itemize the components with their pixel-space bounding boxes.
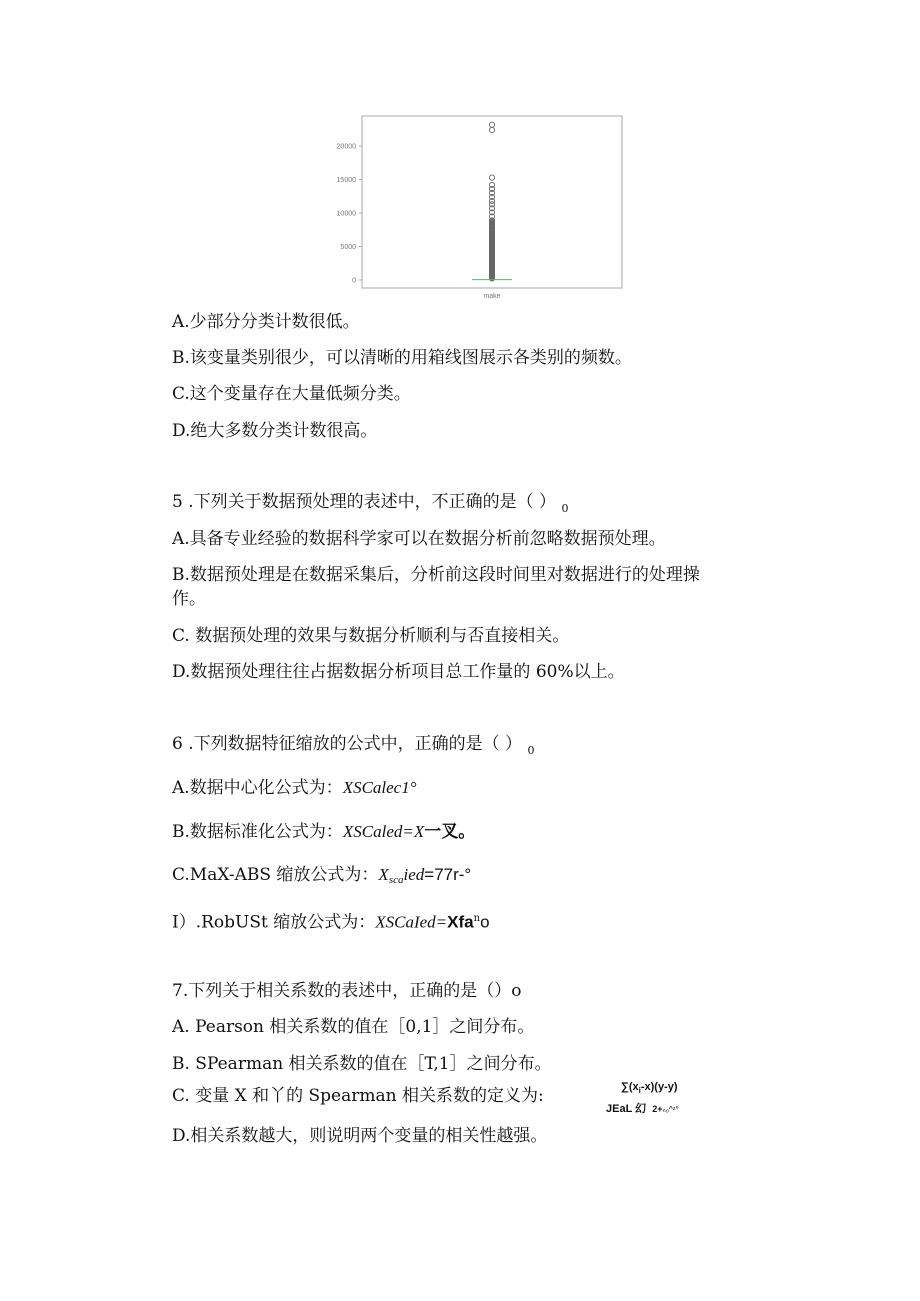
- q6-option-d: [172, 908, 490, 934]
- q5-option-b-line2: 作。: [172, 589, 206, 609]
- y-tick-label: 0: [352, 277, 356, 285]
- q7-formula-top-rest: -x)(y-y): [640, 1081, 678, 1093]
- q7-formula-bottom: JEaL 幻: [606, 1103, 647, 1115]
- q6-option-a: [172, 777, 417, 799]
- q7-option-c-formula-denominator: [606, 1100, 679, 1116]
- q4-option-c: C.这个变量存在大量低频分类。: [172, 384, 411, 404]
- y-tick-label: 20000: [336, 143, 356, 151]
- q7-option-a: A. Pearson 相关系数的值在［0,1］之间分布。: [172, 1017, 535, 1037]
- boxplot-chart: [325, 112, 630, 308]
- q7-formula-bottom-rest: 2+: [652, 1104, 663, 1114]
- q6-option-d-label: I）.RobUSt 缩放公式为：: [172, 912, 376, 933]
- q4-option-d: D.绝大多数分类计数很高。: [172, 421, 378, 441]
- q5-option-c: C. 数据预处理的效果与数据分析顺利与否直接相关。: [172, 626, 570, 646]
- q6-option-a-label: A.数据中心化公式为：: [172, 778, 343, 798]
- q4-option-a: A.少部分分类计数很低。: [172, 312, 360, 332]
- q6-option-c: [172, 864, 471, 891]
- y-tick-label: 5000: [340, 244, 356, 252]
- q6-option-a-formula: XSCalec1°: [342, 778, 417, 797]
- q6-option-d-tail: Xfa: [447, 912, 474, 932]
- q6-option-b-tail: 一叉。: [424, 822, 476, 842]
- q7-title: 7.下列关于相关系数的表述中，正确的是（）o: [172, 981, 522, 1001]
- q6-option-c-formula-tail: =77r-°: [424, 865, 472, 884]
- q5-option-d: D.数据预处理往往占据数据分析项目总工作量的 60%以上。: [172, 662, 625, 682]
- q5-option-b-line1: B.数据预处理是在数据采集后，分析前这段时间里对数据进行的处理操: [172, 565, 700, 585]
- q7-option-c-formula-numerator: [621, 1081, 678, 1095]
- q6-option-d-sup: n: [473, 913, 481, 924]
- q6-option-b-formula: XSCaled=X: [342, 822, 425, 841]
- q6-option-b-label: B.数据标准化公式为：: [172, 822, 343, 842]
- q5-option-a: A.具备专业经验的数据科学家可以在数据分析前忽略数据预处理。: [172, 529, 666, 549]
- q6-option-c-formula-sub: sca: [388, 874, 404, 886]
- q7-formula-bottom-end: ₙ₀^ᶻ°: [662, 1105, 679, 1114]
- x-tick-label-make: make: [483, 293, 501, 300]
- y-axis-ticks: [337, 144, 362, 285]
- q6-option-b: [172, 821, 475, 843]
- q6-option-c-formula-rest: ied: [403, 865, 425, 884]
- q6-option-c-formula-x: X: [378, 865, 389, 884]
- q7-option-c: C. 变量 X 和丫的 Spearman 相关系数的定义为:: [172, 1086, 544, 1106]
- q6-option-c-label: C.MaX-ABS 缩放公式为：: [172, 865, 379, 885]
- q7-formula-top: ∑(x: [621, 1081, 639, 1093]
- q6-option-d-end: o: [480, 912, 490, 932]
- y-tick-label: 15000: [336, 177, 356, 185]
- q5-title: [172, 491, 568, 520]
- q6-title-text: 6 .下列数据特征缩放的公式中，正确的是（ ）: [172, 734, 523, 754]
- q6-title: [172, 733, 534, 762]
- y-tick-label: 10000: [336, 210, 356, 218]
- q5-title-text: 5 .下列关于数据预处理的表述中，不正确的是（ ）: [172, 492, 557, 512]
- q7-option-b: B. SPearman 相关系数的值在［T,1］之间分布。: [172, 1054, 552, 1074]
- q6-option-d-formula: XSCaIed=: [375, 912, 448, 932]
- q5-title-suffix: 0: [561, 502, 569, 515]
- q6-title-suffix: 0: [527, 744, 535, 757]
- q4-option-b: B.该变量类别很少，可以清晰的用箱线图展示各类别的频数。: [172, 348, 632, 368]
- q7-formula-top-sub: i: [638, 1086, 641, 1096]
- q7-option-d: D.相关系数越大，则说明两个变量的相关性越强。: [172, 1126, 548, 1146]
